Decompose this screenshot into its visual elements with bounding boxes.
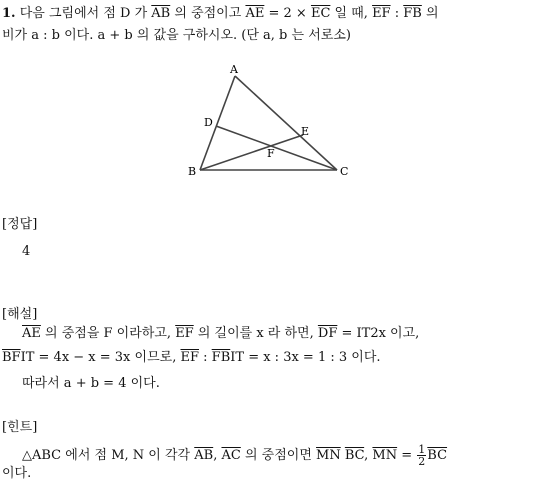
answer-heading: [정답] [2, 217, 38, 232]
hint-heading: [힌트] [2, 420, 38, 435]
segment-bc: $\overline{BC}$ [344, 448, 365, 463]
label-e: E [301, 125, 310, 138]
solution-line-2 [2, 350, 381, 366]
fraction-one-half [417, 444, 426, 467]
answer-value: 4 [22, 244, 31, 259]
hint-text: 의 중점이면 [244, 448, 312, 463]
label-a: A [230, 63, 238, 76]
problem-text: 의 [425, 6, 439, 21]
segment-ab: $\overline{AB}$ [151, 6, 171, 21]
solution-text: = IT2x 이고, [341, 326, 420, 341]
segment-ef: $\overline{EF}$ [175, 326, 194, 341]
segment-mn: $\overline{MN}$ [316, 448, 341, 463]
solution-text: IT = x : 3x = 1 : 3 이다. [230, 350, 381, 365]
solution-text: 의 중점을 F 이라하고, [45, 326, 172, 341]
hint-line-2: 이다. [2, 466, 32, 481]
side-ac [235, 76, 337, 170]
comma: , [364, 448, 369, 463]
label-d: D [204, 116, 213, 129]
segment-ef: $\overline{EF}$ [372, 6, 391, 21]
solution-line-3: 따라서 a + b = 4 이다. [22, 376, 160, 391]
solution-line-1 [22, 326, 419, 342]
problem-number: 1. [2, 6, 16, 21]
ratio-colon: : [203, 350, 208, 365]
problem-text: 의 중점이고 [174, 6, 242, 21]
solution-text: 의 길이를 x 라 하면, [197, 326, 314, 341]
segment-ae: $\overline{AE}$ [22, 326, 41, 341]
segment-bf: $\overline{BF}$ [2, 350, 21, 365]
segment-fb: $\overline{FB}$ [211, 350, 231, 365]
segment-dc [216, 126, 337, 170]
segment-ef: $\overline{EF}$ [180, 350, 199, 365]
segment-df: $\overline{DF}$ [317, 326, 338, 341]
problem-text: = 2 × [268, 6, 307, 21]
solution-heading: [해설] [2, 307, 38, 322]
equals-sign: = [401, 448, 413, 463]
segment-bc: $\overline{BC}$ [427, 448, 448, 463]
fraction-denominator: 2 [418, 455, 426, 468]
ratio-colon: : [394, 6, 400, 21]
hint-line-1 [22, 444, 447, 467]
segment-fb: $\overline{FB}$ [403, 6, 422, 21]
segment-ae: $\overline{AE}$ [245, 6, 265, 21]
triangle-figure [185, 58, 355, 186]
solution-text: IT = 4x − x = 3x 이므로, [20, 350, 177, 365]
fraction-numerator: 1 [418, 443, 426, 456]
hint-text: △ABC 에서 점 M, N 이 각각 [22, 448, 191, 463]
label-f: F [267, 147, 275, 160]
segment-mn: $\overline{MN}$ [372, 448, 398, 463]
segment-ab: $\overline{AB}$ [194, 448, 214, 463]
segment-ac: $\overline{AC}$ [221, 448, 241, 463]
problem-line-2: 비가 a : b 이다. a + b 의 값을 구하시오. (단 a, b 는 서로소) [2, 28, 351, 43]
problem-text: 일 때, [334, 6, 368, 21]
label-c: C [340, 165, 349, 178]
problem-text: 다음 그림에서 점 D 가 [19, 6, 148, 21]
segment-ec: $\overline{EC}$ [310, 6, 331, 21]
comma: , [213, 448, 218, 463]
label-b: B [188, 165, 197, 178]
problem-line-1 [2, 6, 439, 22]
